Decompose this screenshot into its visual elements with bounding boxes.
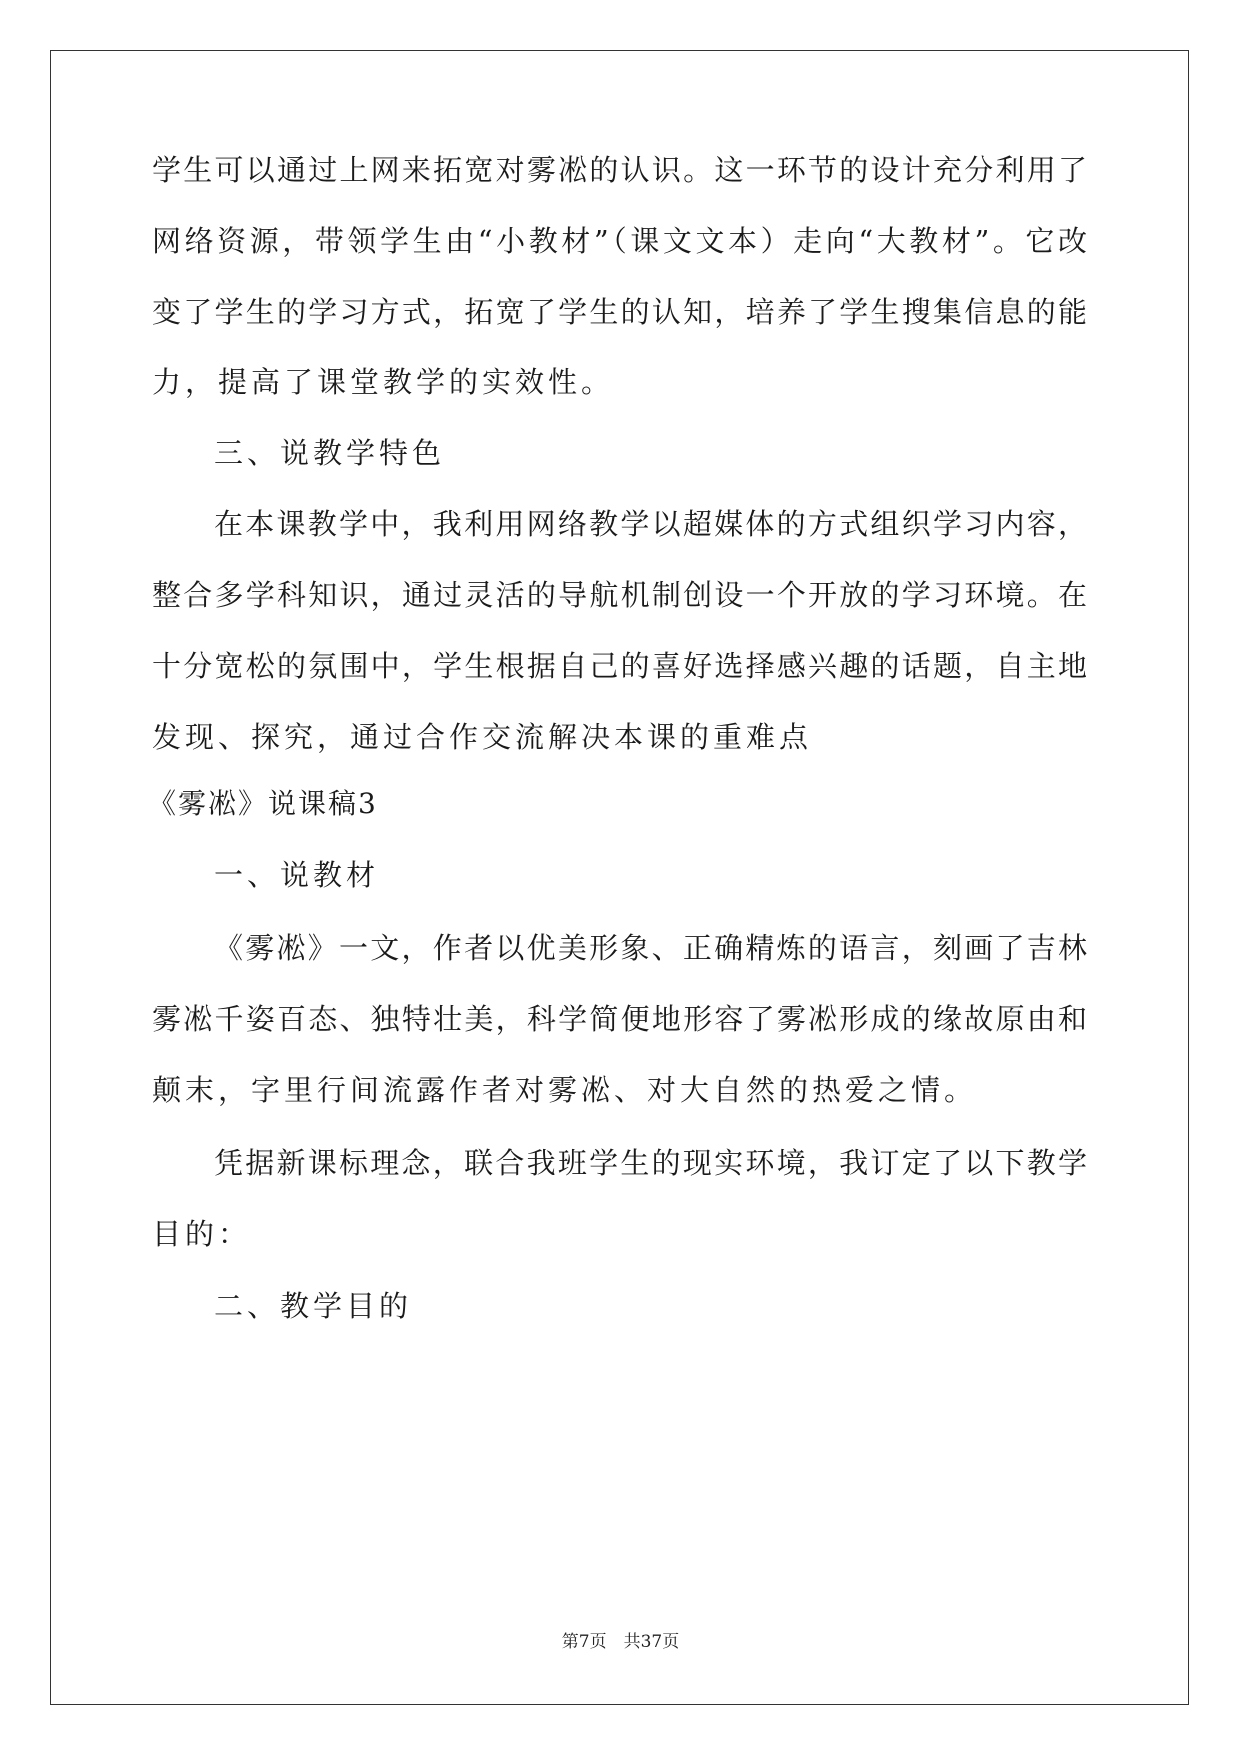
paragraph-line: 目的： [152,1217,252,1251]
paragraph-line: 《雾凇》一文，作者以优美形象、正确精炼的语言，刻画了吉林 [214,931,1087,965]
paragraph-line: 在本课教学中，我利用网络教学以超媒体的方式组织学习内容， [214,507,1087,541]
section-heading-teaching-goals: 二、教学目的 [214,1289,413,1323]
paragraph-line: 力，提高了课堂教学的实效性。 [152,365,615,399]
paragraph-line: 十分宽松的氛围中，学生根据自己的喜好选择感兴趣的话题，自主地 [152,649,1087,683]
document-title: 《雾凇》说课稿3 [148,787,378,820]
section-heading-textbook: 一、说教材 [214,858,380,892]
section-heading-teaching-features: 三、说教学特色 [214,436,446,470]
paragraph-line: 整合多学科知识，通过灵活的导航机制创设一个开放的学习环境。在 [152,578,1087,612]
paragraph-line: 雾凇千姿百态、独特壮美，科学简便地形容了雾凇形成的缘故原由和 [152,1002,1087,1036]
paragraph-line: 网络资源，带领学生由“小教材”（课文文本）走向“大教材”。它改 [152,224,1087,258]
paragraph-line: 学生可以通过上网来拓宽对雾凇的认识。这一环节的设计充分利用了 [152,153,1087,187]
paragraph-line: 变了学生的学习方式，拓宽了学生的认知，培养了学生搜集信息的能 [152,295,1087,329]
paragraph-line: 凭据新课标理念，联合我班学生的现实环境，我订定了以下教学 [214,1146,1087,1180]
paragraph-line: 颠末，字里行间流露作者对雾凇、对大自然的热爱之情。 [152,1073,978,1107]
paragraph-line: 发现、探究，通过合作交流解决本课的重难点 [152,720,813,754]
page-number-footer: 第7页 共37页 [561,1632,680,1652]
